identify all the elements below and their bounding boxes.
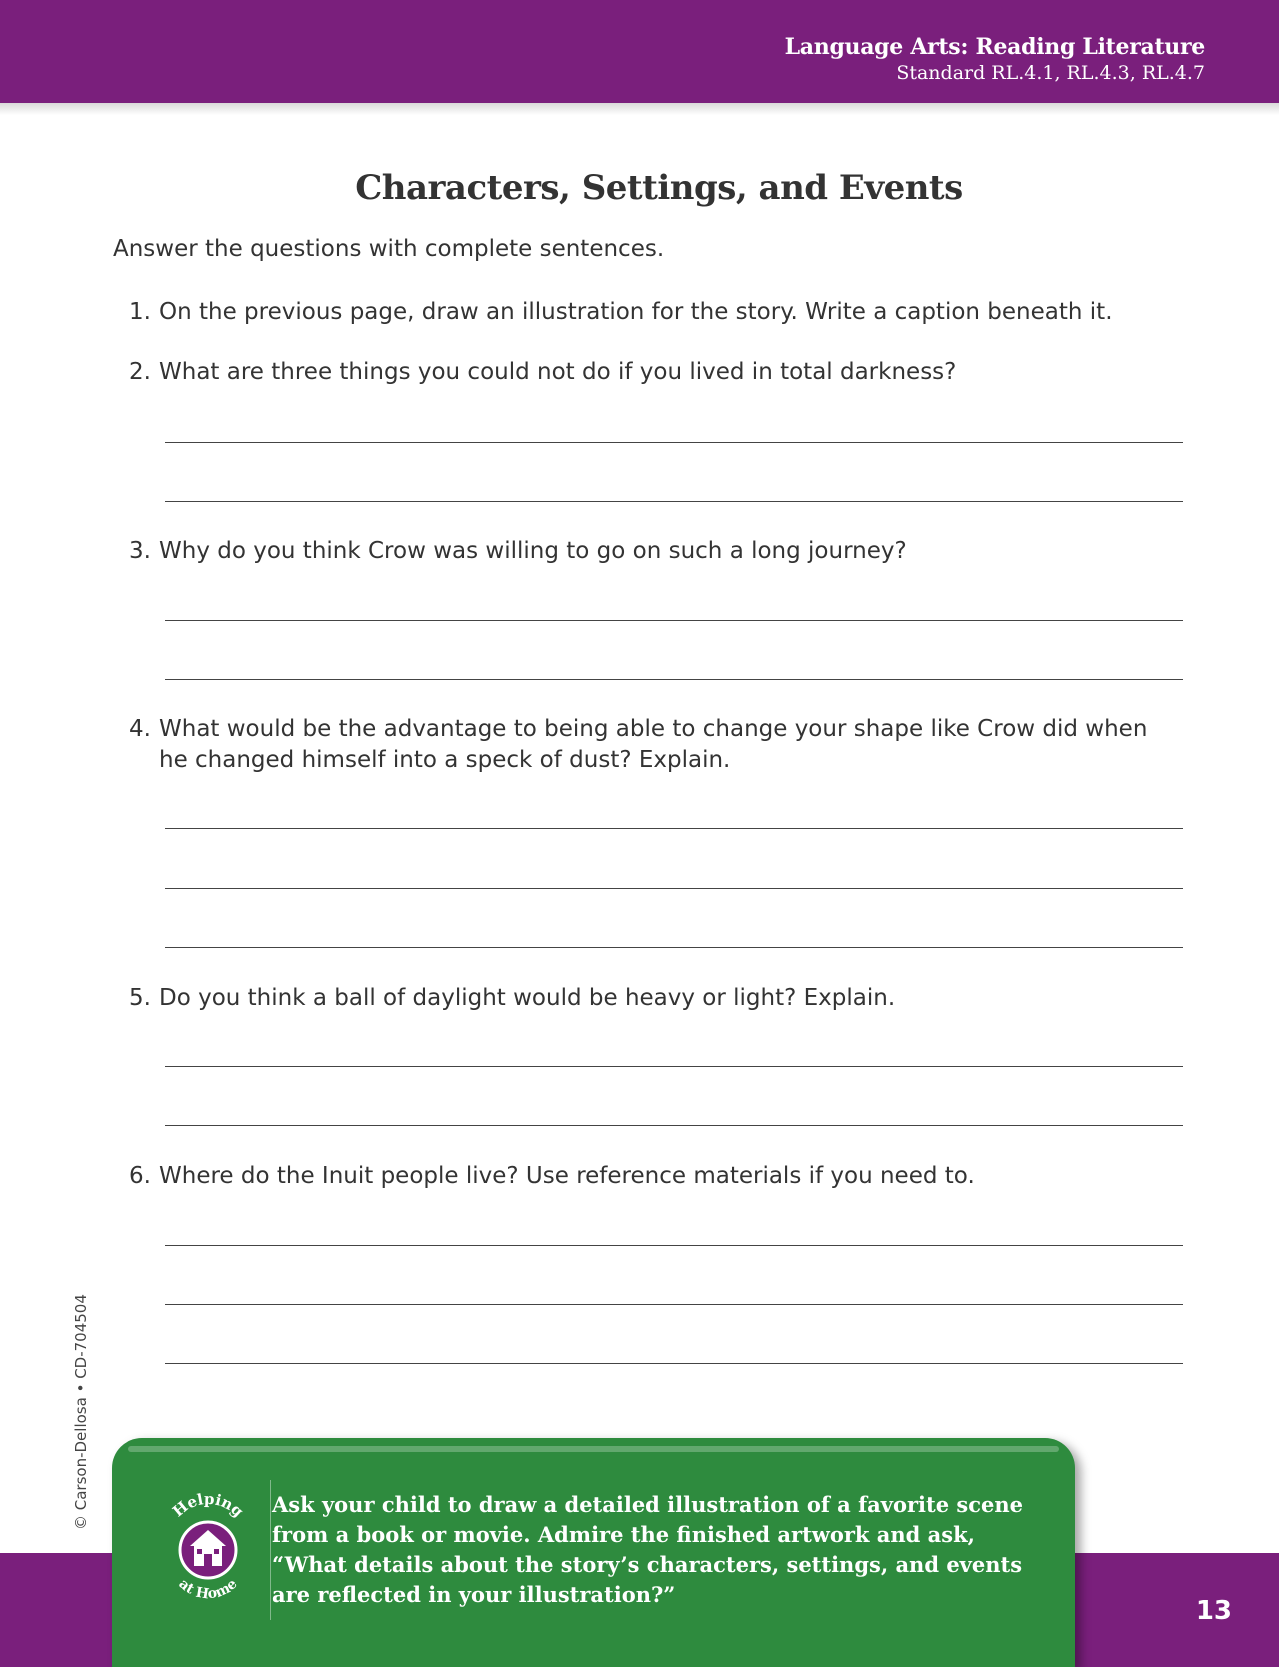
question-text: On the previous page, draw an illustration for the story. Write a caption beneath it. bbox=[159, 299, 1113, 325]
answer-line[interactable] bbox=[165, 679, 1183, 680]
question-text: Why do you think Crow was willing to go on such a long journey? bbox=[159, 538, 907, 564]
answer-line[interactable] bbox=[165, 1125, 1183, 1126]
question-3 bbox=[125, 536, 1185, 567]
question-number: 2. bbox=[129, 359, 151, 385]
answer-line[interactable] bbox=[165, 501, 1183, 502]
question-number: 4. bbox=[129, 716, 151, 742]
standard-label: Standard RL.4.1, RL.4.3, RL.4.7 bbox=[896, 62, 1205, 84]
tip-divider bbox=[270, 1480, 271, 1620]
question-number: 1. bbox=[129, 299, 151, 325]
tip-box-highlight bbox=[128, 1446, 1059, 1452]
question-text: What are three things you could not do if you lived in total darkness? bbox=[159, 359, 957, 385]
question-number: 6. bbox=[129, 1163, 151, 1189]
subject-heading: Language Arts: Reading Literature bbox=[784, 34, 1205, 60]
answer-line[interactable] bbox=[165, 442, 1183, 443]
question-number: 3. bbox=[129, 538, 151, 564]
header-divider bbox=[0, 103, 1279, 115]
question-1 bbox=[125, 297, 1185, 328]
question-5 bbox=[125, 983, 1185, 1014]
logo-text-bottom: at Home bbox=[175, 1576, 241, 1603]
answer-line[interactable] bbox=[165, 1304, 1183, 1305]
answer-line[interactable] bbox=[165, 1363, 1183, 1364]
answer-line[interactable] bbox=[165, 888, 1183, 889]
question-text: Where do the Inuit people live? Use reference materials if you need to. bbox=[159, 1163, 975, 1189]
question-2 bbox=[125, 357, 1185, 388]
question-number: 5. bbox=[129, 985, 151, 1011]
question-text: Do you think a ball of daylight would be heavy or light? Explain. bbox=[159, 985, 896, 1011]
question-4 bbox=[125, 714, 1185, 776]
helping-at-home-tip: Ask your child to draw a detailed illustration of a favorite scene from a book or movie. Admire the finished artwork and ask, “What details about the story’s characters, settings, and events are reflected in your illustration?” bbox=[272, 1492, 1023, 1607]
page-title: Characters, Settings, and Events bbox=[355, 168, 963, 208]
question-6 bbox=[125, 1161, 1185, 1192]
answer-line[interactable] bbox=[165, 620, 1183, 621]
instructions: Answer the questions with complete sentences. bbox=[113, 236, 665, 262]
logo-text-top: Helping bbox=[169, 1489, 248, 1521]
answer-line[interactable] bbox=[165, 947, 1183, 948]
answer-line[interactable] bbox=[165, 1245, 1183, 1246]
page-number: 13 bbox=[1195, 1596, 1232, 1626]
helping-at-home-logo bbox=[158, 1480, 258, 1620]
answer-line[interactable] bbox=[165, 828, 1183, 829]
copyright: © Carson-Dellosa • CD-704504 bbox=[72, 1294, 90, 1530]
answer-line[interactable] bbox=[165, 1066, 1183, 1067]
question-text: What would be the advantage to being able to change your shape like Crow did when he changed himself into a speck of dust? Explain. bbox=[159, 716, 1148, 773]
